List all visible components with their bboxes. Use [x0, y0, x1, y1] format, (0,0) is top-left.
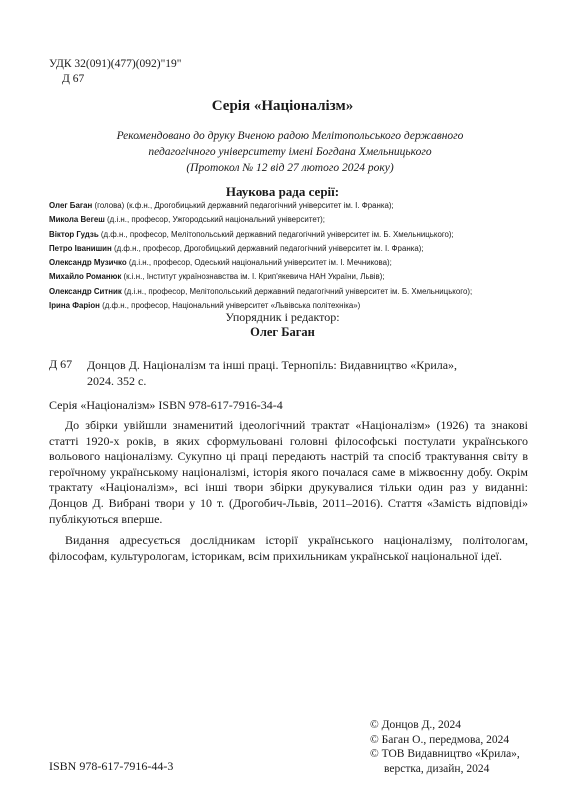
catalog-line: Донцов Д. Націоналізм та інші праці. Тернопіль: Видавництво «Крила», — [87, 358, 458, 372]
member-name: Олександр Ситник — [49, 286, 122, 296]
recommendation-protocol: (Протокол № 12 від 27 лютого 2024 року) — [186, 162, 394, 174]
member-details: (к.і.н., Інститут українознавства ім. І. Крип'якевича НАН України, Львів); — [121, 272, 385, 282]
recommendation-note — [60, 128, 520, 176]
member-details: (д.і.н., професор, Ужгородський національний університет); — [104, 215, 325, 225]
council-heading: Наукова рада серії: — [225, 184, 340, 199]
member-details: (д.ф.н., професор, Дрогобицький державний педагогічний університет ім. І. Франка); — [111, 243, 424, 253]
member-name: Микола Вегеш — [49, 215, 105, 225]
council-member — [49, 285, 549, 299]
council-member — [49, 228, 549, 242]
series-isbn: Серія «Націоналізм» ISBN 978-617-7916-34-4 — [49, 398, 283, 412]
catalog-entry — [87, 357, 527, 389]
copyright-line: верстка, дизайн, 2024 — [384, 762, 490, 775]
member-name: Ірина Фаріон — [49, 301, 100, 311]
abstract-paragraph: До збірки увійшли знаменитий ідеологічний трактат «Націоналізм» (1926) та знакові статті 1920-х років, в яких сформульовані головні філософські постулати українського вольового націоналізму. Сукупно ці праці передають настрій та спосіб трактування світу в героїчному українському націоналізмі, історія якого почалася саме в міжвоєнну добу. Окрім трактату «Націоналізм», всі інші твори збірки друкувалися тільки один раз у виданні: Донцов Д. Вибрані твори у 10 т. (Дрогобич-Львів, 2011–2016). Стаття «Замість відповіді» публікуються вперше. — [49, 418, 528, 526]
udk-block — [49, 57, 182, 87]
member-name: Михайло Романюк — [49, 272, 122, 282]
bbk-code: Д 67 — [62, 73, 85, 85]
member-name: Віктор Гудзь — [49, 229, 99, 239]
catalog-line: 2024. 352 с. — [87, 374, 147, 388]
series-title: Серія «Націоналізм» — [211, 98, 354, 114]
member-details: (д.ф.н., професор, Мелітопольський державний педагогічний університет ім. Б. Хмельницького); — [98, 229, 454, 239]
member-details: (д.ф.н., професор, Національний університет «Львівська політехніка») — [99, 301, 361, 311]
compiler-label: Упорядник і редактор: — [225, 310, 340, 324]
member-details: (д.і.н., професор, Одеський національний університет ім. І. Мечникова); — [126, 258, 392, 268]
copyright-line: © ТОВ Видавництво «Крила», — [370, 748, 520, 760]
book-isbn: ISBN 978-617-7916-44-3 — [49, 759, 174, 773]
council-member — [49, 270, 549, 284]
abstract-paragraph: Видання адресується дослідникам історії українського націоналізму, політологам, філософам, культурологам, історикам, всім прихильникам української національної ідеї. — [49, 533, 528, 563]
member-name: Олег Баган — [49, 201, 93, 210]
council-member — [49, 213, 549, 227]
catalog-code: Д 67 — [49, 357, 73, 371]
copyright-block — [370, 718, 520, 776]
council-member — [49, 256, 549, 270]
recommendation-line: Рекомендовано до друку Вченою радою Мелітопольського державного — [116, 130, 464, 142]
council-member — [49, 242, 549, 256]
member-name: Петро Іванишин — [49, 243, 112, 253]
compiler-name: Олег Баган — [250, 325, 315, 339]
copyright-line: © Баган О., передмова, 2024 — [370, 733, 510, 746]
recommendation-line: педагогічного університету імені Богдана Хмельницького — [148, 146, 432, 158]
member-details: (д.і.н., професор, Мелітопольський державний педагогічний університет ім. Б. Хмельницького); — [121, 286, 473, 296]
abstract — [49, 418, 528, 564]
council-list — [49, 199, 549, 313]
copyright-line: © Донцов Д., 2024 — [370, 719, 462, 731]
udk-code: УДК 32(091)(477)(092)"19" — [49, 58, 182, 70]
member-name: Олександр Музичко — [49, 258, 127, 268]
council-member — [49, 199, 549, 213]
member-details: (голова) (к.ф.н., Дрогобицький державний педагогічний університет ім. І. Франка); — [92, 201, 394, 210]
